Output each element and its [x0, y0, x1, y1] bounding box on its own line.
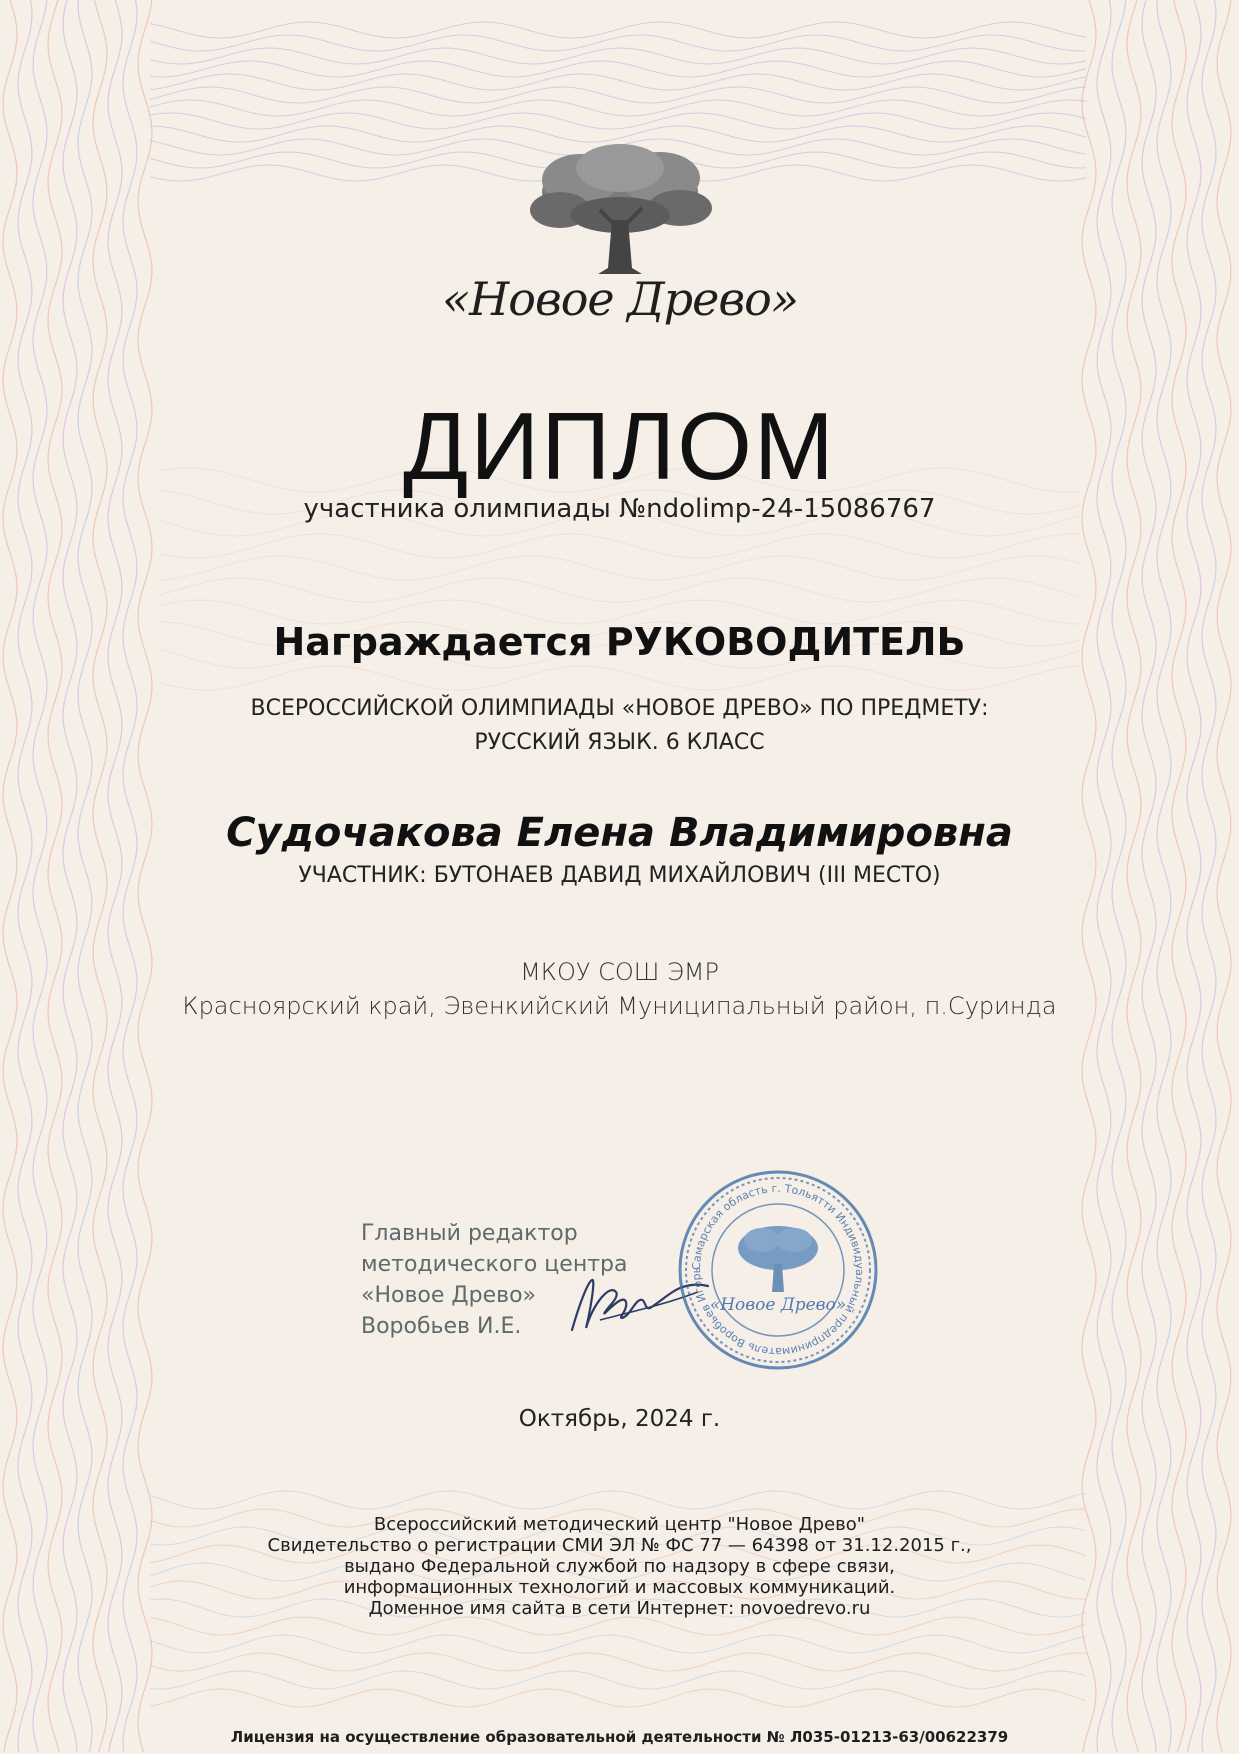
company-stamp: [676, 1168, 880, 1372]
issue-date: Октябрь, 2024 г.: [518, 1406, 721, 1432]
license-line: Лицензия на осуществление образовательной деятельности № Л035-01213-63/00622379: [230, 1728, 1009, 1746]
olympiad-line-1: ВСЕРОССИЙСКОЙ ОЛИМПИАДЫ «НОВОЕ ДРЕВО» ПО ПРЕДМЕТУ:: [250, 696, 989, 721]
participant-line: УЧАСТНИК: БУТОНАЕВ ДАВИД МИХАЙЛОВИЧ (III МЕСТО): [298, 863, 941, 888]
recipient-name: Судочакова Елена Владимировна: [226, 810, 1013, 856]
footer-line-1: Всероссийский методический центр "Новое Древо": [373, 1514, 866, 1535]
tree-icon: [430, 140, 810, 280]
footer-line-4: информационных технологий и массовых коммуникаций.: [343, 1577, 896, 1598]
editor-line-3: «Новое Древо»: [361, 1283, 536, 1308]
svg-text:Самарская область г. Тольятти: Самарская область г. Тольятти Индивидуальный предприниматель Воробьев Игорь: [689, 1181, 867, 1359]
school-address: Красноярский край, Эвенкийский Муниципальный район, п.Суринда: [182, 992, 1057, 1020]
stamp-tree-icon: [738, 1226, 818, 1292]
olympiad-line-2: РУССКИЙ ЯЗЫК. 6 КЛАСС: [474, 730, 765, 755]
editor-line-1: Главный редактор: [361, 1221, 578, 1246]
diploma-subtitle: участника олимпиады №ndolimp-24-15086767: [303, 494, 936, 524]
editor-line-4: Воробьев И.Е.: [361, 1314, 522, 1339]
footer-line-5: Доменное имя сайта в сети Интернет: novoedrevo.ru: [368, 1598, 871, 1619]
footer-line-3: выдано Федеральной службой по надзору в сфере связи,: [344, 1556, 895, 1577]
footer-line-2: Свидетельство о регистрации СМИ ЭЛ № ФС 77 — 64398 от 31.12.2015 г.,: [267, 1535, 972, 1556]
diploma-title: ДИПЛОМ: [403, 393, 836, 500]
footer-info: [0, 1514, 1239, 1619]
editor-line-2: методического центра: [361, 1252, 628, 1277]
svg-text:«Новое Древо»: «Новое Древо»: [709, 1295, 847, 1315]
school-name: МКОУ СОШ ЭМР: [520, 958, 719, 986]
award-heading: Награждается РУКОВОДИТЕЛЬ: [273, 620, 966, 664]
logo: [430, 140, 810, 360]
logo-text: «Новое Древо»: [442, 272, 798, 326]
